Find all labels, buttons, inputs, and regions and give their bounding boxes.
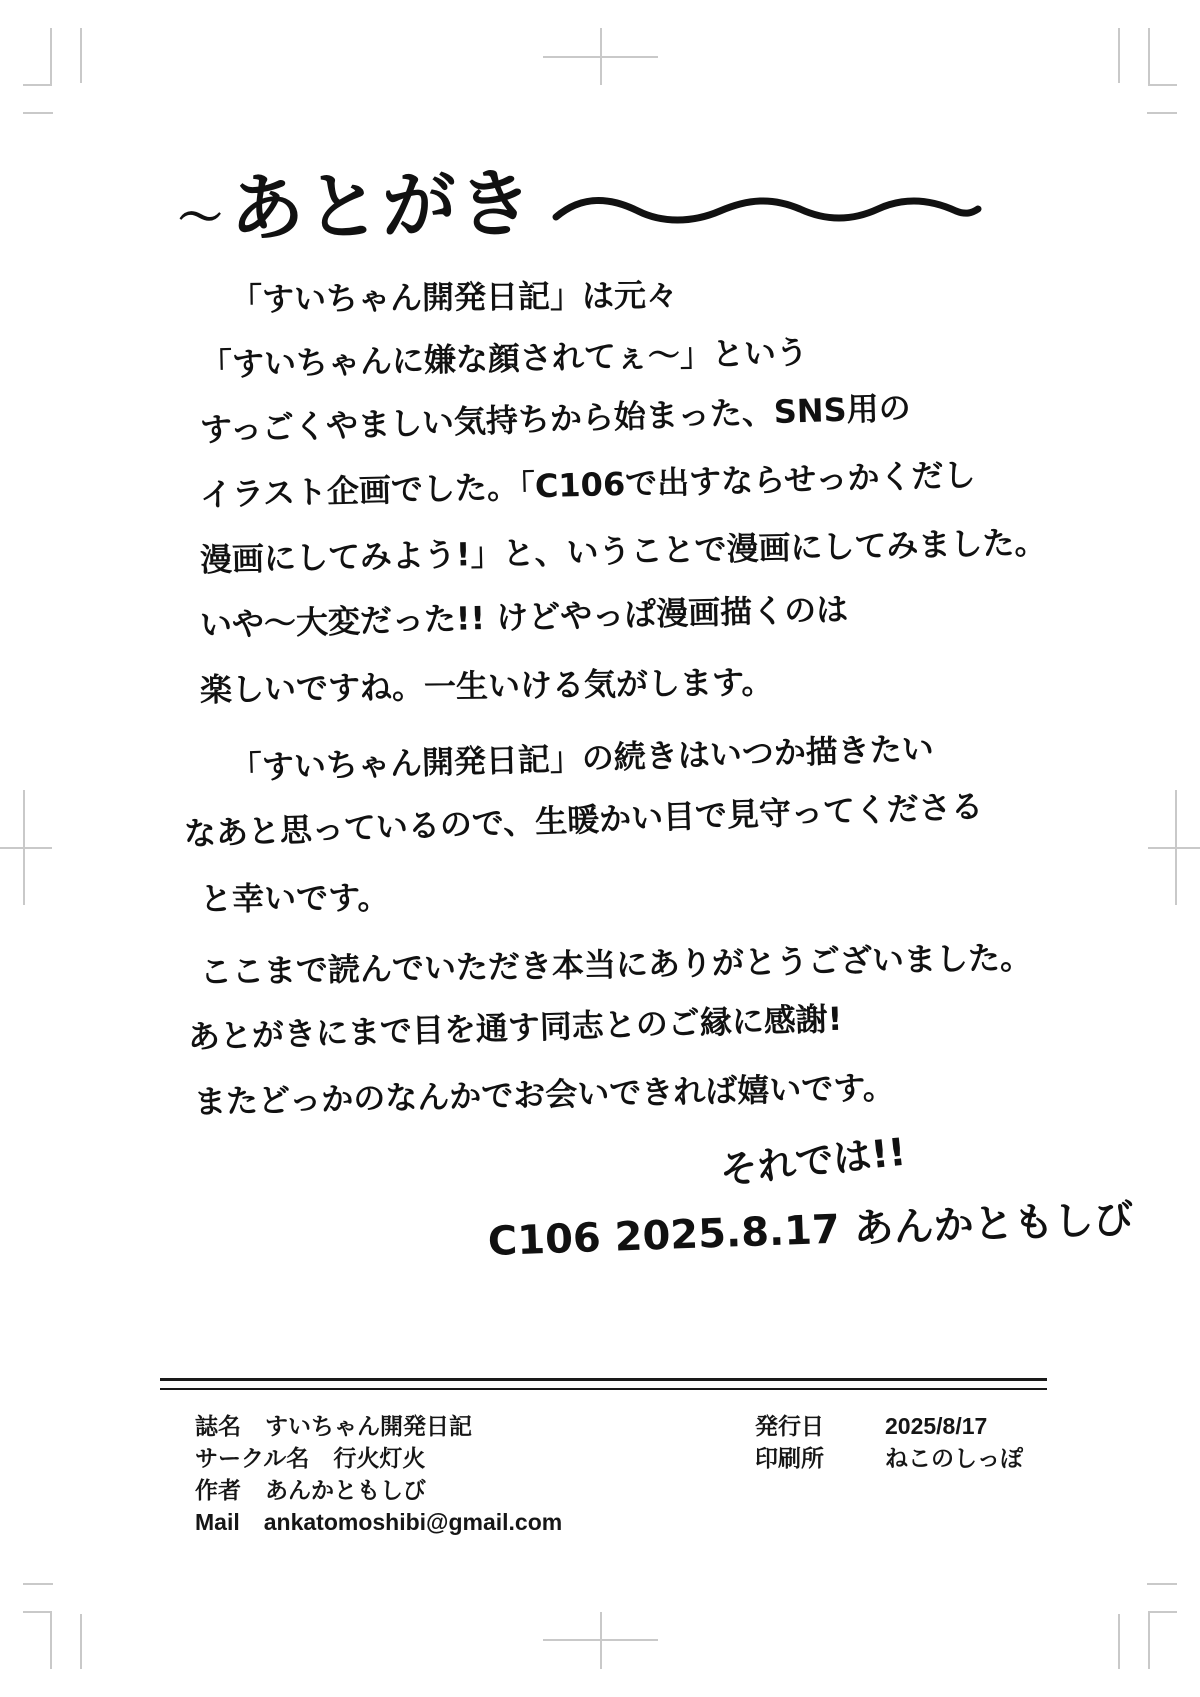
afterword-line: 「すいちゃん開発日記」は元々 [229, 275, 679, 319]
afterword-line: イラスト企画でした。「C106で出すならせっかくだし [199, 455, 976, 514]
colophon-label: 誌名 [195, 1413, 241, 1439]
colophon-label: 作者 [195, 1477, 241, 1503]
afterword-body [183, 268, 1135, 1275]
colophon-label: Mail [195, 1509, 240, 1535]
afterword-title-row [178, 148, 982, 254]
afterword-line: またどっかのなんかでお会いできれば嬉いです。 [193, 1068, 896, 1121]
colophon-row-author [195, 1474, 562, 1506]
afterword-line: いや〜大変だった!! けどやっぱ漫画描くのは [199, 590, 849, 644]
title-tilde: 〜 [177, 192, 225, 245]
colophon-divider [160, 1378, 1047, 1390]
colophon-left-column [195, 1410, 562, 1538]
colophon-row-mail [195, 1506, 562, 1538]
signature-text: C106 2025.8.17 あんかともしび [487, 1196, 1135, 1265]
colophon-label: 発行日 [755, 1413, 824, 1439]
closing-line: それでは!! [717, 1129, 908, 1193]
afterword-line: 漫画にしてみよう!」と、いうことで漫画にしてみました。 [199, 523, 1047, 579]
colophon-value: ねこのしっぽ [885, 1445, 1023, 1471]
afterword-line: 「すいちゃん開発日記」の続きはいつか描きたい [229, 729, 935, 788]
colophon-row-circle [195, 1442, 562, 1474]
colophon-value: 行火灯火 [333, 1445, 426, 1471]
colophon-row-title [195, 1410, 562, 1442]
afterword-line: 楽しいですね。一生いける気がします。 [199, 662, 774, 709]
title-text: あとがき [229, 160, 535, 253]
colophon-label: 印刷所 [755, 1445, 824, 1471]
wavy-line-icon [552, 187, 982, 233]
colophon-value: すいちゃん開発日記 [265, 1413, 472, 1439]
colophon-email: ankatomoshibi@gmail.com [263, 1509, 563, 1535]
colophon-value: 2025/8/17 [885, 1413, 988, 1439]
colophon-row-printer [755, 1442, 1023, 1474]
afterword-line: 「すいちゃんに嫌な顔されてぇ〜」という [199, 333, 809, 384]
colophon-label: サークル名 [195, 1445, 310, 1471]
afterword-line: すっごくやましい気持ちから始まった、SNS用の [199, 388, 912, 449]
page-title [177, 145, 535, 257]
colophon-value: あんかともしび [265, 1477, 426, 1503]
colophon-right-column [755, 1410, 1023, 1474]
smiley-tongue-face-icon [1147, 1201, 1148, 1237]
afterword-line: あとがきにまで目を通す同志とのご縁に感謝! [187, 999, 843, 1056]
signature-line [487, 1189, 1135, 1275]
afterword-line: と幸いです。 [199, 878, 390, 918]
colophon-row-publish-date [755, 1410, 1023, 1442]
afterword-line: なあと思っているので、生暖かい目で見守ってくださる [183, 787, 984, 853]
afterword-line: ここまで読んでいただき本当にありがとうございました。 [199, 938, 1033, 991]
